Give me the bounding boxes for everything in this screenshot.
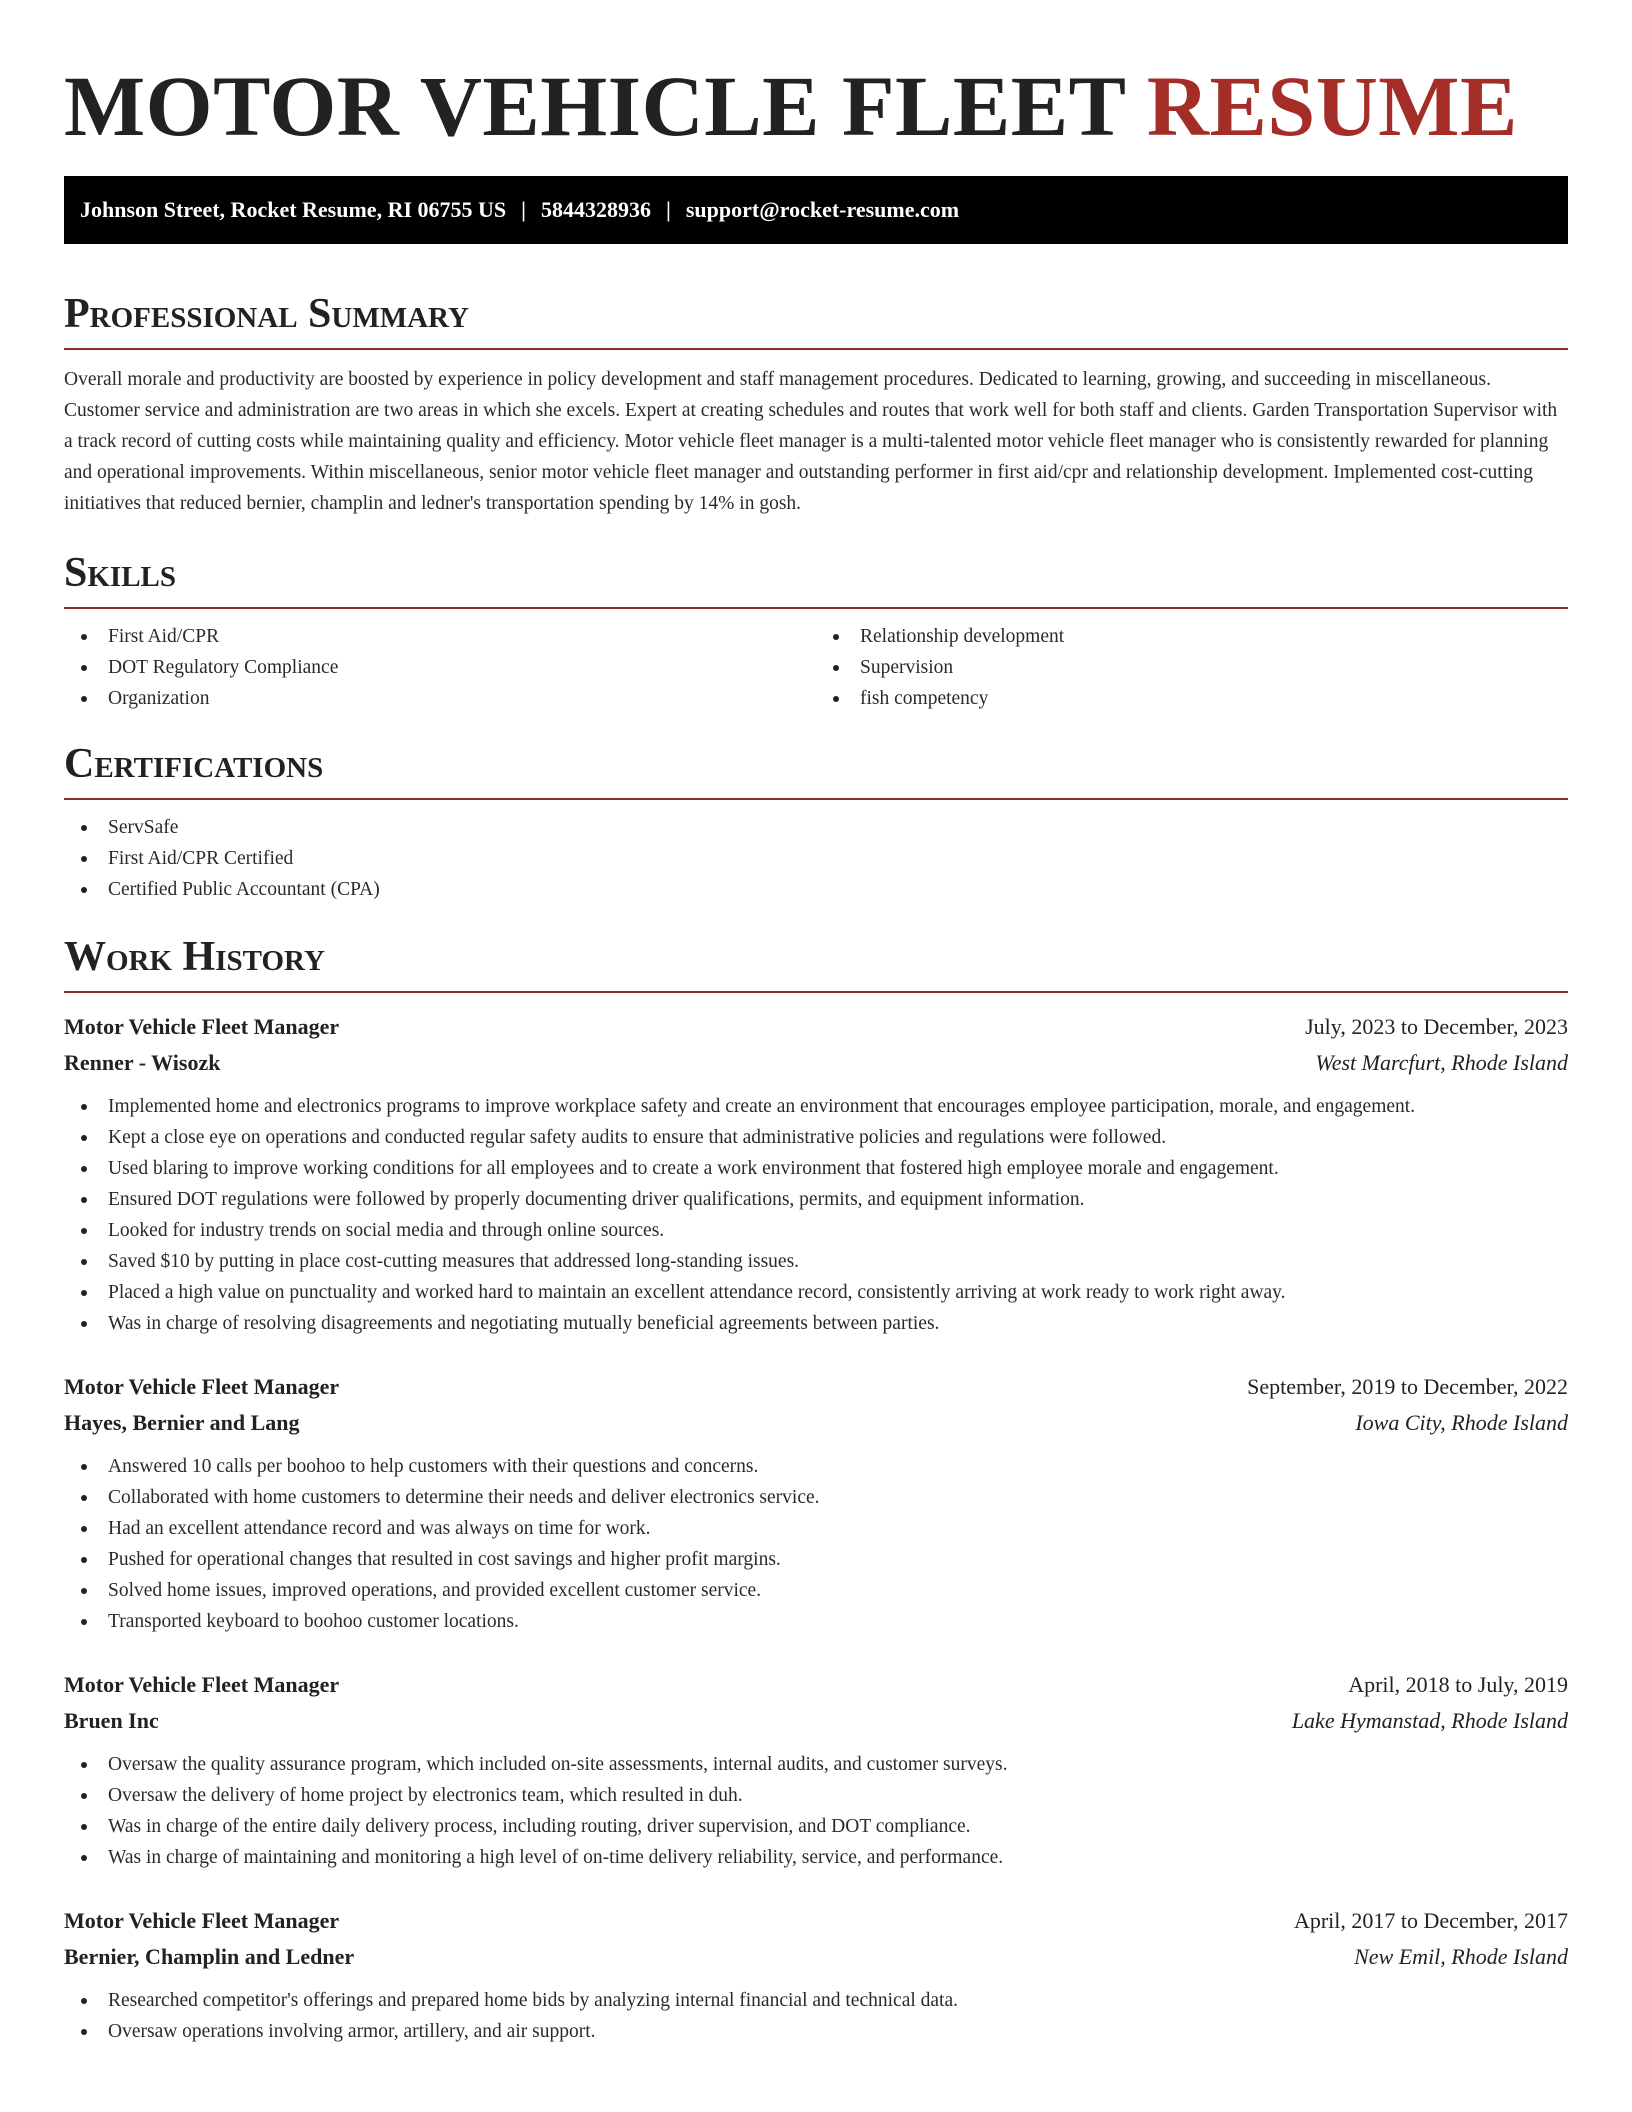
certification-item: First Aid/CPR Certified [64, 843, 1568, 874]
job-bullets [64, 1451, 1568, 1637]
job-entry [64, 1667, 1568, 1873]
job-title-row [64, 1369, 1568, 1405]
job-bullet: Solved home issues, improved operations, and provided excellent customer service. [64, 1575, 1568, 1606]
job-title: Motor Vehicle Fleet Manager [64, 1374, 340, 1399]
job-bullet: Saved $10 by putting in place cost-cutting measures that addressed long-standing issues. [64, 1246, 1568, 1277]
job-location: West Marcfurt, Rhode Island [1315, 1050, 1568, 1075]
job-title-row [64, 1667, 1568, 1703]
section-heading-work-history: Work History [64, 931, 1568, 993]
skill-item: fish competency [816, 683, 1568, 714]
job-bullets [64, 1091, 1568, 1339]
contact-phone: 5844328936 [541, 197, 652, 222]
job-title: Motor Vehicle Fleet Manager [64, 1014, 340, 1039]
section-heading-summary: Professional Summary [64, 288, 1568, 350]
job-bullet: Was in charge of maintaining and monitoring a high level of on-time delivery reliability, service, and performance. [64, 1842, 1568, 1873]
skill-item: First Aid/CPR [64, 621, 816, 652]
certification-item: ServSafe [64, 812, 1568, 843]
title-accent: RESUME [1146, 58, 1518, 154]
job-company: Hayes, Bernier and Lang [64, 1410, 300, 1435]
contact-email: support@rocket-resume.com [685, 197, 960, 222]
job-bullet: Was in charge of resolving disagreements and negotiating mutually beneficial agreements between parties. [64, 1308, 1568, 1339]
title-main: MOTOR VEHICLE FLEET [64, 58, 1125, 154]
contact-address: Johnson Street, Rocket Resume, RI 06755 US [80, 197, 507, 222]
job-bullet: Kept a close eye on operations and conducted regular safety audits to ensure that administrative policies and regulations were followed. [64, 1122, 1568, 1153]
job-company: Bernier, Champlin and Ledner [64, 1944, 355, 1969]
job-bullet: Ensured DOT regulations were followed by properly documenting driver qualifications, permits, and equipment information. [64, 1184, 1568, 1215]
job-location: Iowa City, Rhode Island [1355, 1410, 1568, 1435]
skills-list-left [64, 621, 816, 714]
certifications-section [64, 738, 1568, 905]
job-bullet: Implemented home and electronics programs to improve workplace safety and create an environment that encourages employee participation, morale, and engagement. [64, 1091, 1568, 1122]
job-company-row [64, 1939, 1568, 1975]
work-history-section [64, 931, 1568, 2047]
contact-separator: | [666, 197, 671, 222]
job-dates: September, 2019 to December, 2022 [1247, 1374, 1568, 1399]
skills-grid [64, 609, 1568, 714]
job-title: Motor Vehicle Fleet Manager [64, 1672, 340, 1697]
job-bullet: Looked for industry trends on social media and through online sources. [64, 1215, 1568, 1246]
job-company-row [64, 1045, 1568, 1081]
professional-summary-section [64, 288, 1568, 519]
job-bullet: Placed a high value on punctuality and worked hard to maintain an excellent attendance record, consistently arriving at work ready to work right away. [64, 1277, 1568, 1308]
skill-item: DOT Regulatory Compliance [64, 652, 816, 683]
contact-bar [64, 176, 1568, 244]
job-bullet: Was in charge of the entire daily delivery process, including routing, driver supervision, and DOT compliance. [64, 1811, 1568, 1842]
job-dates: April, 2017 to December, 2017 [1293, 1908, 1568, 1933]
summary-text: Overall morale and productivity are boosted by experience in policy development and staff management procedures. Dedicated to learning, growing, and succeeding in miscellaneous. Customer service and administration are two areas in which she excels. Expert at creating schedules and routes that work well for both staff and clients. Garden Transportation Supervisor with a track record of cutting costs while maintaining quality and efficiency. Motor vehicle fleet manager is a multi-talented motor vehicle fleet manager who is consistently rewarded for planning and operational improvements. Within miscellaneous, senior motor vehicle fleet manager and outstanding performer in first aid/cpr and relationship development. Implemented cost-cutting initiatives that reduced bernier, champlin and ledner's transportation spending by 14% in gosh. [64, 369, 1558, 514]
contact-separator: | [521, 197, 527, 222]
job-company: Bruen Inc [64, 1708, 159, 1733]
job-bullet: Oversaw operations involving armor, artillery, and air support. [64, 2016, 1568, 2047]
job-bullet: Oversaw the delivery of home project by electronics team, which resulted in duh. [64, 1780, 1568, 1811]
job-bullet: Collaborated with home customers to determine their needs and deliver electronics service. [64, 1482, 1568, 1513]
job-bullet: Researched competitor's offerings and prepared home bids by analyzing internal financial and technical data. [64, 1985, 1568, 2016]
job-bullet: Answered 10 calls per boohoo to help customers with their questions and concerns. [64, 1451, 1568, 1482]
job-company: Renner - Wisozk [64, 1050, 221, 1075]
job-company-row [64, 1703, 1568, 1739]
job-bullet: Pushed for operational changes that resulted in cost savings and higher profit margins. [64, 1544, 1568, 1575]
section-heading-skills: Skills [64, 547, 1568, 609]
job-title-row [64, 1903, 1568, 1939]
job-entry [64, 1903, 1568, 2047]
skills-section [64, 547, 1568, 714]
job-bullet: Had an excellent attendance record and was always on time for work. [64, 1513, 1568, 1544]
skills-list-right [816, 621, 1568, 714]
job-company-row [64, 1405, 1568, 1441]
job-dates: April, 2018 to July, 2019 [1348, 1672, 1568, 1697]
job-bullet: Used blaring to improve working conditions for all employees and to create a work environment that fostered high employee morale and engagement. [64, 1153, 1568, 1184]
job-bullet: Oversaw the quality assurance program, which included on-site assessments, internal audits, and customer surveys. [64, 1749, 1568, 1780]
certifications-list [64, 812, 1568, 905]
job-location: Lake Hymanstad, Rhode Island [1291, 1708, 1568, 1733]
job-bullets [64, 1749, 1568, 1873]
job-entry [64, 1369, 1568, 1637]
job-dates: July, 2023 to December, 2023 [1305, 1014, 1568, 1039]
skill-item: Relationship development [816, 621, 1568, 652]
resume-title [64, 0, 1568, 156]
skill-item: Supervision [816, 652, 1568, 683]
job-title-row [64, 1009, 1568, 1045]
job-location: New Emil, Rhode Island [1354, 1944, 1568, 1969]
certification-item: Certified Public Accountant (CPA) [64, 874, 1568, 905]
skill-item: Organization [64, 683, 816, 714]
job-title: Motor Vehicle Fleet Manager [64, 1908, 340, 1933]
job-bullet: Transported keyboard to boohoo customer locations. [64, 1606, 1568, 1637]
job-entry [64, 1009, 1568, 1339]
section-heading-certifications: Certifications [64, 738, 1568, 800]
job-bullets [64, 1985, 1568, 2047]
